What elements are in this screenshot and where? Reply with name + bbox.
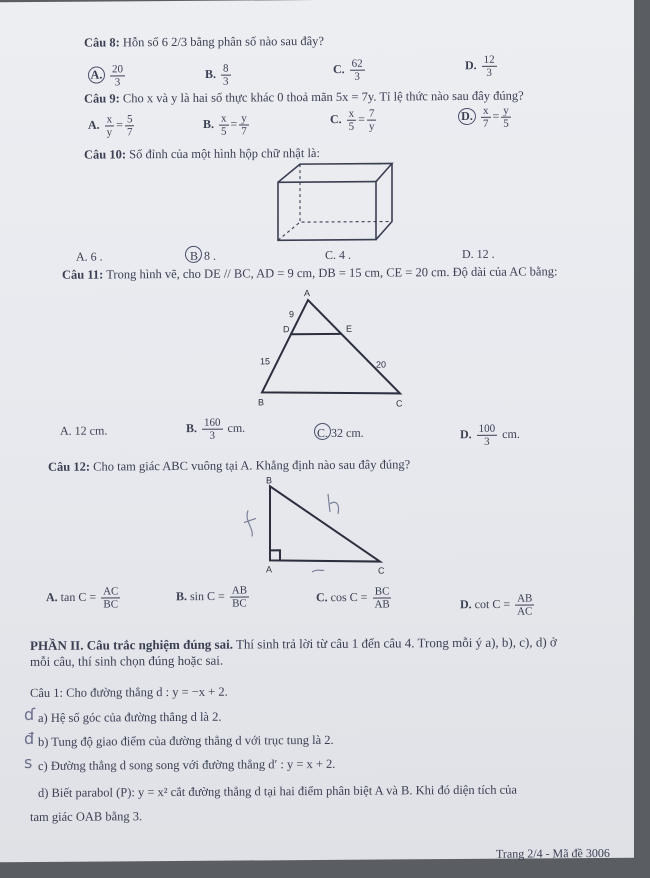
handwritten-mark-a: ɗ [24,704,36,725]
part2-line1: Thí sinh trả lời từ câu 1 đến câu 4. Trong mỗi ý a), b), c), d) ở [235,634,557,652]
label-e: E [346,323,353,334]
part2-line2: mỗi câu, thí sinh chọn đúng hoặc sai. [30,652,224,670]
rectangular-box-figure [270,159,400,245]
q9-option-b: B. $\frac{x}{5}$ = $\frac{y}{7}$ [203,112,247,138]
label-b: B [258,397,265,408]
label-c: C [378,565,385,576]
q10-option-b: B. 8 . [190,249,216,264]
q10-option-d: D. 12 . [462,246,495,261]
label-b: B [266,475,273,486]
label-a: A [266,564,273,575]
part2-heading [30,634,557,654]
q9-option-c: C. $\frac{x}{5}$ = $\frac{7}{y}$ [330,107,375,133]
q8-option-d: D. $\frac{12}{3}$ [465,53,495,79]
label-a: A [304,288,311,299]
q8-option-b: B. $\frac{8}{3}$ [205,62,229,88]
q8-text: Hỗn số 6 2/3 bằng phân số nào sau đây? [122,33,324,50]
q11-option-b: B. $\frac{160}{3}$ cm. [186,416,246,442]
q9-stem [84,89,524,107]
part2-title: PHẦN II. Câu trắc nghiệm đúng sai. [30,636,233,654]
q11-option-c: C. 32 cm. [317,426,364,441]
q11-option-d: D. $\frac{100}{3}$ cm. [460,422,520,448]
label-ad: 9 [289,309,295,320]
tf1-stem: Câu 1: Cho đường thẳng d : y = −x + 2. [30,684,228,701]
label-ce: 20 [376,359,387,370]
label-d: D [283,324,290,335]
q9-text: Cho x và y là hai số thực khác 0 thoả mãn 5x = 7y. Tỉ lệ thức nào sau đây đúng? [122,88,524,106]
label-c: C [396,398,403,409]
q10-option-a: A. 6 . [76,249,103,264]
q11-stem: Câu 11: Trong hình vẽ, cho DE // BC, AD = 9 cm, DB = 15 cm, CE = 20 cm. Độ dài của AC bằng: [62,264,558,282]
tf1-item-c: s c) Đường thẳng d song song với đường thẳng d′ : y = x + 2. [24,752,336,773]
q9-option-a: A. $\frac{x}{y}$ = $\frac{5}{7}$ [88,113,133,139]
q10-stem: Câu 10: Số đỉnh của một hình hộp chữ nhật là: [84,145,320,162]
triangle-figure-q11 [248,283,418,412]
q11-option-a: A. 12 cm. [60,423,108,438]
right-triangle-figure-q12 [232,473,422,582]
q9-label: Câu 9: [84,91,120,106]
handwritten-mark-c: s [24,752,33,773]
q10-option-c: C. 4 . [325,247,352,262]
tf1-item-d-line2: tam giác OAB bằng 3. [30,809,143,825]
handwritten-mark-b: đ [24,728,35,749]
tf1-item-a: ɗ a) Hệ số góc của đường thẳng d là 2. [24,704,222,725]
q8-label: Câu 8: [84,35,120,50]
q12-option-a: A. tan C = $\frac{AC}{BC}$ [46,585,119,611]
q9-option-d: D. $\frac{x}{7}$ = $\frac{y}{5}$ [458,105,513,130]
q12-option-d: D. cot C = $\frac{AB}{AC}$ [460,592,533,618]
tf1-item-b: đ b) Tung độ giao điểm của đường thẳng d với trục tung là 2. [24,728,334,749]
q12-option-b: B. sin C = $\frac{AB}{BC}$ [176,584,248,610]
q8-option-a: A. $\frac{20}{3}$ [88,63,127,88]
q8-stem [84,34,324,51]
q8-option-c: C. $\frac{62}{3}$ [333,57,363,83]
label-db: 15 [260,356,271,367]
tf1-item-d-line1: d) Biết parabol (P): y = x² cắt đường thẳng d tại hai điểm phân biệt A và B. Khi đó diện tích của [38,782,517,800]
page-footer: Trang 2/4 - Mã đề 3006 [496,845,610,861]
q12-option-c: C. cos C = $\frac{BC}{AB}$ [316,585,390,611]
q12-stem: Câu 12: Cho tam giác ABC vuông tại A. Khẳng định nào sau đây đúng? [48,457,411,474]
